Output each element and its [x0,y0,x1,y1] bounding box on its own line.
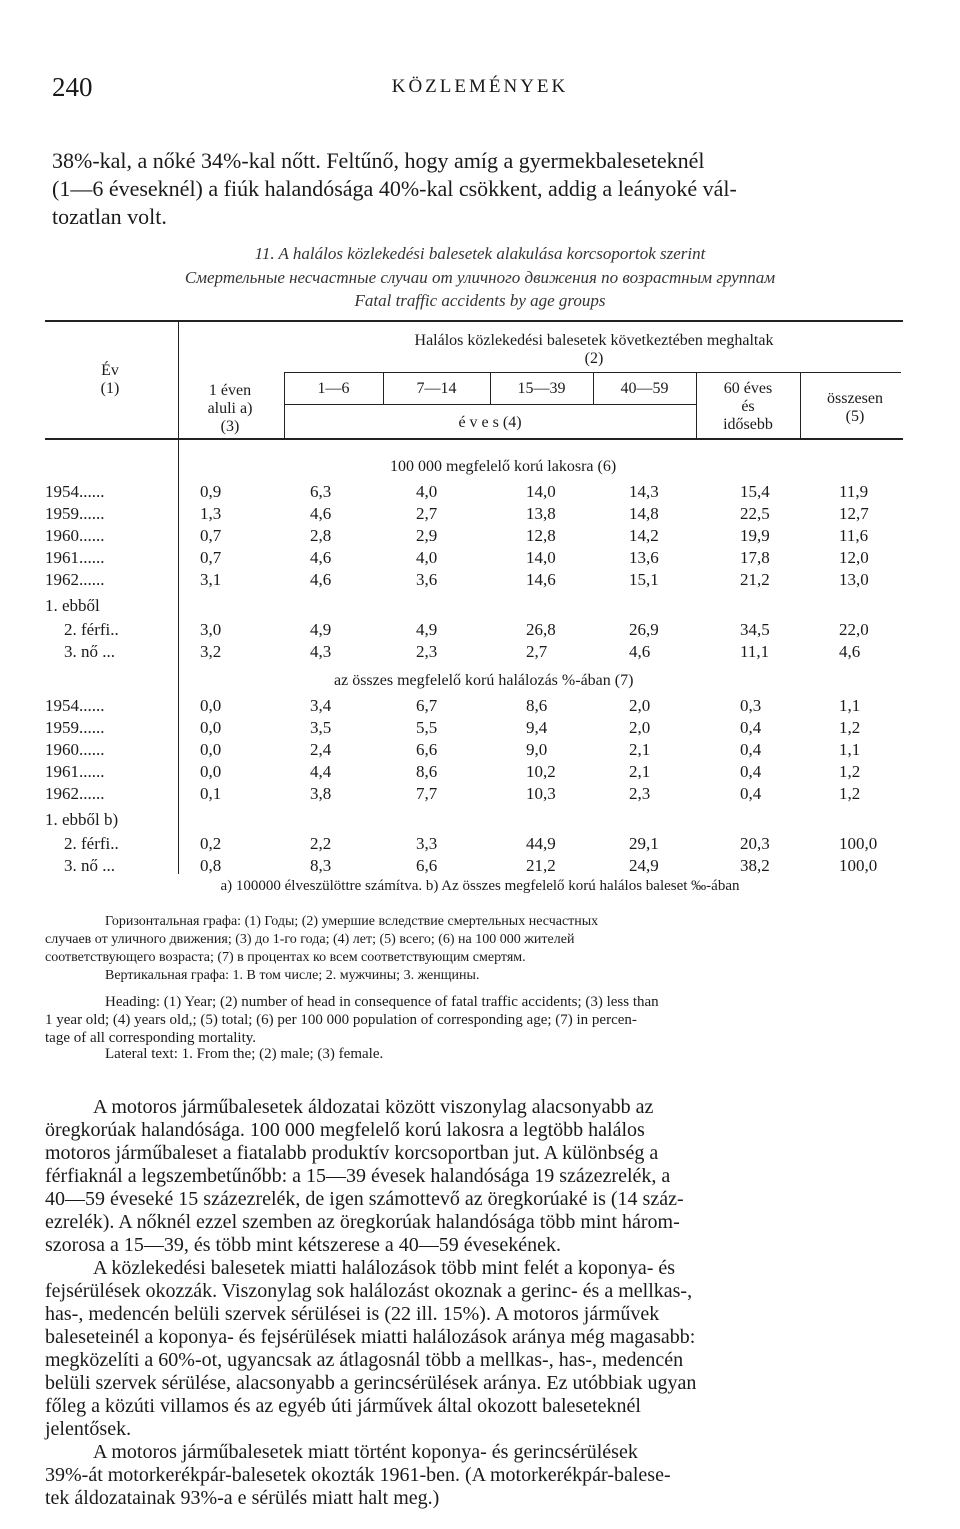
row-label: 1962...... [45,784,105,803]
table-cell: 0,0 [200,718,222,737]
table-row [0,504,960,526]
row-label: 1961...... [45,548,105,567]
table-cell: 2,1 [629,762,651,781]
table-cell: 38,2 [740,856,770,875]
table-cell: 0,9 [200,482,222,501]
table-cell: 3,2 [200,642,222,661]
table-cell: 13,8 [526,504,556,523]
body-line: has-, medencén belüli szervek sérülései is (22 ill. 15%). A motoros járművek [45,1303,660,1325]
table-cell: 0,7 [200,548,222,567]
table-cell: 100,0 [839,834,878,853]
table-cell: 14,3 [629,482,659,501]
table-cell: 12,7 [839,504,869,523]
table-cell: 3,1 [200,570,222,589]
table-cell: 3,6 [416,570,438,589]
table-cell: 26,9 [629,620,659,639]
body-line: ezrelék). A nőknél ezzel szemben az öregkorúak halandósága több mint három- [45,1211,680,1233]
note-en: 1 year old; (4) years old,; (5) total; (6) per 100 000 population of corresponding age; (7) in percen- [45,1012,637,1028]
table-cell: 2,3 [629,784,651,803]
row-label: 1959...... [45,718,105,737]
table-row [0,620,960,642]
table-cell: 2,1 [629,740,651,759]
row-label: 1. ebből b) [45,810,119,829]
table-cell: 1,2 [839,718,861,737]
table-cell: 2,4 [310,740,332,759]
table-cell: 0,4 [740,718,762,737]
table-row [0,740,960,762]
table-cell: 4,6 [839,642,861,661]
table-cell: 4,6 [629,642,651,661]
header-total: összesen [827,390,883,407]
table-row [0,762,960,784]
section-title: 100 000 megfelelő korú lakosra (6) [390,458,617,475]
table-cell: 0,0 [200,740,222,759]
note-ru: Вертикальная графа: 1. В том числе; 2. мужчины; 3. женщины. [105,968,480,983]
table-cell: 4,4 [310,762,332,781]
header-under1-num: (3) [220,418,240,435]
table-cell: 17,8 [740,548,770,567]
table-cell: 1,3 [200,504,222,523]
note-en: Heading: (1) Year; (2) number of head in consequence of fatal traffic accidents; (3) less than [105,994,659,1010]
body-line: belüli szervek sérülése, alacsonyabb a gerincsérülések aránya. Ez utóbbiak ugyan [45,1372,697,1394]
header-under1: 1 éven [208,382,252,399]
table-cell: 44,9 [526,834,556,853]
table-cell: 0,3 [740,696,762,715]
table-row [0,526,960,548]
body-line: főleg a közúti villamos és az egyéb úti járművek által okozott baleseteknél [45,1395,641,1417]
table-cell: 2,7 [526,642,548,661]
table-cell: 15,1 [629,570,659,589]
table-cell: 22,5 [740,504,770,523]
table-caption-en: Fatal traffic accidents by age groups [354,291,606,310]
header-over60: és [741,398,755,415]
table-cell: 2,3 [416,642,438,661]
table-cell: 2,7 [416,504,438,523]
table-cell: 4,0 [416,548,438,567]
table-cell: 0,1 [200,784,222,803]
row-label: 1960...... [45,740,105,759]
table-cell: 15,4 [740,482,770,501]
table-cell: 0,8 [200,856,222,875]
table-cell: 24,9 [629,856,659,875]
table-cell: 26,8 [526,620,556,639]
table-caption-hu: 11. A halálos közlekedési balesetek alakulása korcsoportok szerint [254,244,706,263]
table-cell: 14,0 [526,482,556,501]
table-cell: 14,2 [629,526,659,545]
body-line: A motoros járműbalesetek áldozatai között viszonylag alacsonyabb az [93,1096,654,1118]
table-cell: 10,2 [526,762,556,781]
lateral-label [0,596,960,618]
note-ru: соответствующего возраста; (7) в процентах ко всем соответствующим смертям. [45,950,526,965]
table-cell: 4,9 [310,620,332,639]
body-line: motoros járműbaleset a fiatalabb produktív korcsoportban jut. A különbség a [45,1142,659,1164]
body-line: szorosa a 15—39, és több mint kétszerese a 40—59 évesekének. [45,1234,561,1256]
table-cell: 8,6 [526,696,548,715]
row-label: 2. férfi.. [64,834,119,853]
header-under1: aluli a) [207,400,253,417]
row-label: 1961...... [45,762,105,781]
table-row [0,548,960,570]
data-table [0,318,960,878]
table-cell: 19,9 [740,526,770,545]
table-row [0,696,960,718]
table-row [0,570,960,592]
table-cell: 13,6 [629,548,659,567]
header-year: Év [101,362,119,379]
intro-line: tozatlan volt. [52,204,167,229]
section-title: az összes megfelelő korú halálozás %-ában (7) [334,672,634,689]
header-dead-num: (2) [584,350,604,367]
header-age-40-59: 40—59 [620,380,669,397]
table-cell: 0,4 [740,740,762,759]
table-cell: 3,4 [310,696,332,715]
table-cell: 14,8 [629,504,659,523]
table-cell: 21,2 [740,570,770,589]
header-years: é v e s (4) [458,414,522,431]
running-head: KÖZLEMÉNYEK [391,76,569,97]
table-row [0,642,960,664]
intro-line: (1—6 éveseknél) a fiúk halandósága 40%-kal csökkent, addig a leányoké vál- [52,176,737,201]
header-over60: 60 éves [723,380,773,397]
row-label: 1. ebből [45,596,100,615]
table-cell: 2,8 [310,526,332,545]
table-top-rule [45,320,903,322]
row-label: 1959...... [45,504,105,523]
table-cell: 0,7 [200,526,222,545]
header-age-7-14: 7—14 [416,380,457,397]
body-line: tek áldozatainak 93%-a e sérülés miatt halt meg.) [45,1487,440,1509]
table-cell: 3,3 [416,834,438,853]
row-label: 3. nő ... [64,856,115,875]
table-cell: 1,1 [839,740,861,759]
header-age-1-6: 1—6 [317,380,350,397]
table-cell: 34,5 [740,620,770,639]
row-label: 1960...... [45,526,105,545]
table-cell: 11,1 [740,642,770,661]
table-cell: 0,4 [740,762,762,781]
table-cell: 4,3 [310,642,332,661]
body-line: baleseteinél a koponya- és fejsérülések miatti halálozások aránya még magasabb: [45,1326,696,1348]
table-cell: 5,5 [416,718,438,737]
header-total-num: (5) [845,408,865,425]
table-cell: 6,6 [416,856,438,875]
table-cell: 4,6 [310,570,332,589]
table-cell: 13,0 [839,570,869,589]
note-ru: случаев от уличного движения; (3) до 1-го года; (4) лет; (5) всего; (6) на 100 000 жителей [45,932,575,947]
table-cell: 10,3 [526,784,556,803]
table-cell: 100,0 [839,856,878,875]
table-cell: 6,6 [416,740,438,759]
row-label: 2. férfi.. [64,620,119,639]
table-cell: 29,1 [629,834,659,853]
row-label: 1954...... [45,482,105,501]
note-en: tage of all corresponding mortality. [45,1030,257,1046]
page-number: 240 [52,72,93,102]
table-cell: 8,6 [416,762,438,781]
table-cell: 3,5 [310,718,332,737]
table-cell: 22,0 [839,620,869,639]
table-cell: 1,2 [839,784,861,803]
table-cell: 3,0 [200,620,222,639]
table-cell: 12,8 [526,526,556,545]
table-cell: 12,0 [839,548,869,567]
table-cell: 21,2 [526,856,556,875]
header-over60: idősebb [723,416,773,433]
body-line: öregkorúak halandósága. 100 000 megfelelő korú lakosra a legtöbb halálos [45,1119,645,1141]
table-cell: 11,9 [839,482,869,501]
table-cell: 11,6 [839,526,869,545]
row-label: 1954...... [45,696,105,715]
body-line: A közlekedési balesetek miatti halálozások több mint felét a koponya- és [93,1257,676,1279]
body-line: jelentősek. [45,1418,132,1440]
table-cell: 4,6 [310,548,332,567]
header-age-rule [284,404,696,405]
table-cell: 9,0 [526,740,548,759]
table-cell: 7,7 [416,784,438,803]
table-cell: 4,0 [416,482,438,501]
table-cell: 4,6 [310,504,332,523]
table-row [0,834,960,856]
table-cell: 14,0 [526,548,556,567]
table-cell: 0,4 [740,784,762,803]
body-line: megközelíti a 60%-ot, ugyancsak az átlagosnál több a mellkas-, has-, medencén [45,1349,684,1371]
table-footnote: a) 100000 élveszülöttre számítva. b) Az összes megfelelő korú halálos baleset ‰-ában [220,878,740,894]
table-cell: 0,0 [200,696,222,715]
table-cell: 2,0 [629,696,651,715]
table-row [0,856,960,878]
table-cell: 1,1 [839,696,861,715]
body-line: A motoros járműbalesetek miatt történt koponya- és gerincsérülések [93,1441,638,1463]
table-cell: 2,2 [310,834,332,853]
note-en: Lateral text: 1. From the; (2) male; (3) female. [105,1046,384,1062]
table-cell: 20,3 [740,834,770,853]
table-cell: 6,7 [416,696,438,715]
header-dead: Halálos közlekedési balesetek következtében meghaltak [414,332,774,349]
header-age-15-39: 15—39 [517,380,566,397]
header-bottom-rule [45,438,903,440]
table-cell: 8,3 [310,856,332,875]
row-label: 3. nő ... [64,642,115,661]
lateral-label [0,810,960,832]
table-row [0,482,960,504]
row-label: 1962...... [45,570,105,589]
table-cell: 6,3 [310,482,332,501]
table-cell: 0,2 [200,834,222,853]
table-cell: 1,2 [839,762,861,781]
body-line: fejsérülések okozzák. Viszonylag sok halálozást okoznak a gerinc- és a mellkas-, [45,1280,693,1302]
table-row [0,784,960,806]
intro-line: 38%-kal, a nőké 34%-kal nőtt. Feltűnő, hogy amíg a gyermekbaleseteknél [52,148,705,173]
body-line: férfiaknál a legszembetűnőbb: a 15—39 évesek halandósága 19 százezrelék, a [45,1165,671,1187]
table-cell: 9,4 [526,718,548,737]
body-line: 40—59 éveseké 15 százezrelék, de igen számottevő az öregkorúaké is (14 száz- [45,1188,684,1210]
table-cell: 4,9 [416,620,438,639]
header-year-num: (1) [100,380,120,397]
table-caption-ru: Смертельные несчастные случаи от уличного движения по возрастным группам [184,268,776,287]
note-ru: Горизонтальная графа: (1) Годы; (2) умершие вследствие смертельных несчастных [105,914,599,929]
table-cell: 0,0 [200,762,222,781]
table-cell: 14,6 [526,570,556,589]
body-line: 39%-át motorkerékpár-balesetek okozták 1961-ben. (A motorkerékpár-balese- [45,1464,671,1486]
table-cell: 3,8 [310,784,332,803]
table-cell: 2,0 [629,718,651,737]
table-cell: 2,9 [416,526,438,545]
table-row [0,718,960,740]
